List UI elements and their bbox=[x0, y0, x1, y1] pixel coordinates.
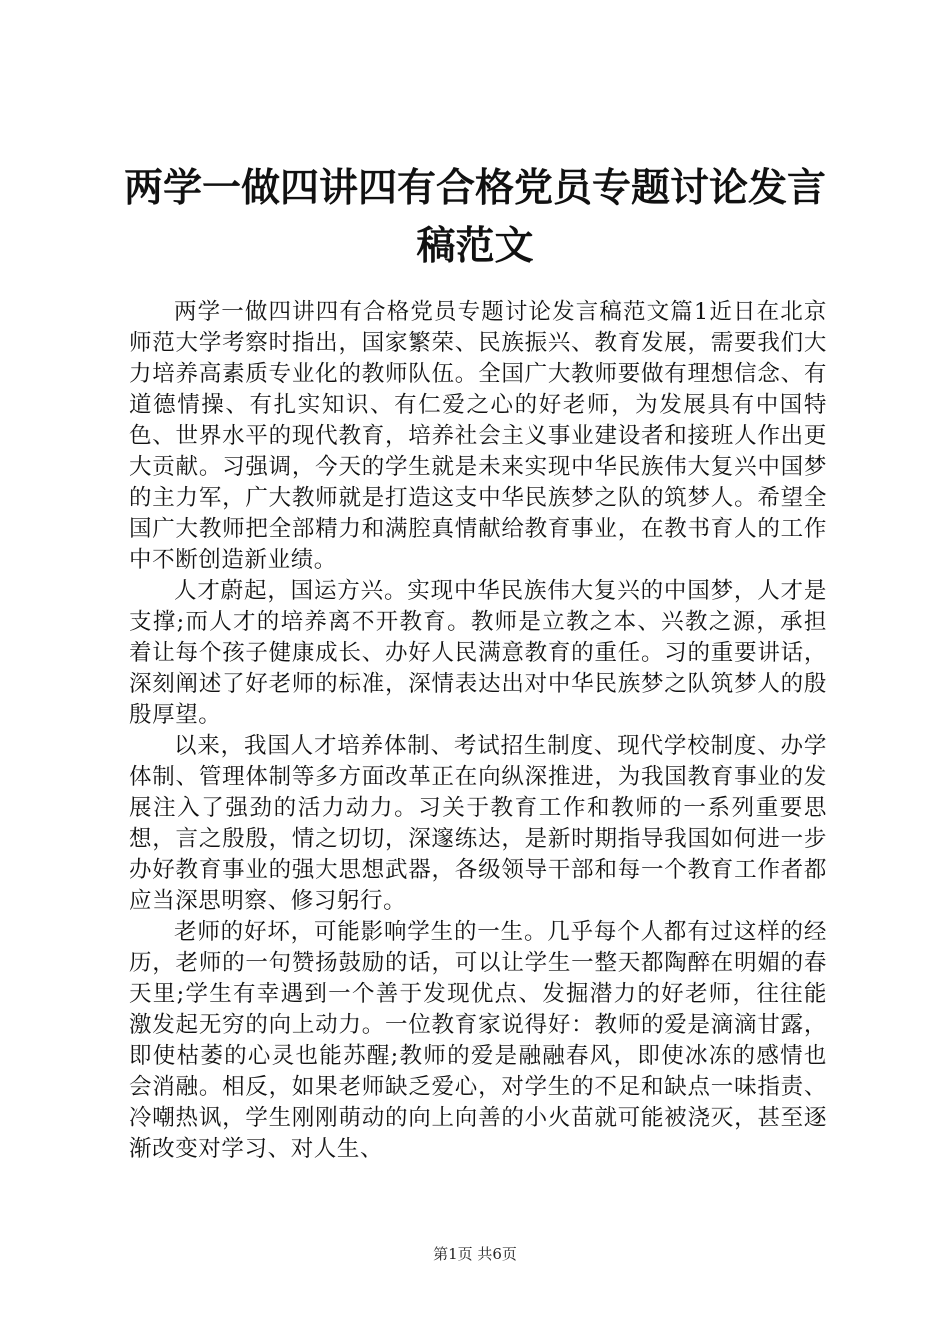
paragraph-3: 以来，我国人才培养体制、考试招生制度、现代学校制度、办学体制、管理体制等多方面改革正在向纵深推进，为我国教育事业的发展注入了强劲的活力动力。习关于教育工作和教师的一系列重要思想，言之殷殷，情之切切，深邃练达，是新时期指导我国如何进一步办好教育事业的强大思想武器，各级领导干部和每一个教育工作者都应当深思明察、修习躬行。 bbox=[129, 733, 827, 914]
page-footer: 第1页 共6页 bbox=[433, 1245, 517, 1263]
document-body bbox=[129, 297, 827, 1165]
paragraph-4: 老师的好坏，可能影响学生的一生。几乎每个人都有过这样的经历，老师的一句赞扬鼓励的话，可以让学生一整天都陶醉在明媚的春天里;学生有幸遇到一个善于发现优点、发掘潜力的好老师，往往能激发起无穷的向上动力。一位教育家说得好：教师的爱是滴滴甘露，即使枯萎的心灵也能苏醒;教师的爱是融融春风，即使冰冻的感情也会消融。相反，如果老师缺乏爱心，对学生的不足和缺点一味指责、冷嘲热讽，学生刚刚萌动的向上向善的小火苗就可能被浇灭，甚至逐渐改变对学习、对人生、 bbox=[129, 919, 827, 1162]
paragraph-2: 人才蔚起，国运方兴。实现中华民族伟大复兴的中国梦，人才是支撑;而人才的培养离不开教育。教师是立教之本、兴教之源，承担着让每个孩子健康成长、办好人民满意教育的重任。习的重要讲话，深刻阐述了好老师的标准，深情表达出对中华民族梦之队筑梦人的殷殷厚望。 bbox=[129, 578, 827, 728]
paragraph-1: 两学一做四讲四有合格党员专题讨论发言稿范文篇1近日在北京师范大学考察时指出，国家繁荣、民族振兴、教育发展，需要我们大力培养高素质专业化的教师队伍。全国广大教师要做有理想信念、有道德情操、有扎实知识、有仁爱之心的好老师，为发展具有中国特色、世界水平的现代教育，培养社会主义事业建设者和接班人作出更大贡献。习强调，今天的学生就是未来实现中华民族伟大复兴中国梦的主力军，广大教师就是打造这支中华民族梦之队的筑梦人。希望全国广大教师把全部精力和满腔真情献给教育事业，在教书育人的工作中不断创造新业绩。 bbox=[129, 299, 827, 573]
document-title: 两学一做四讲四有合格党员专题讨论发言稿范文 bbox=[123, 166, 826, 269]
